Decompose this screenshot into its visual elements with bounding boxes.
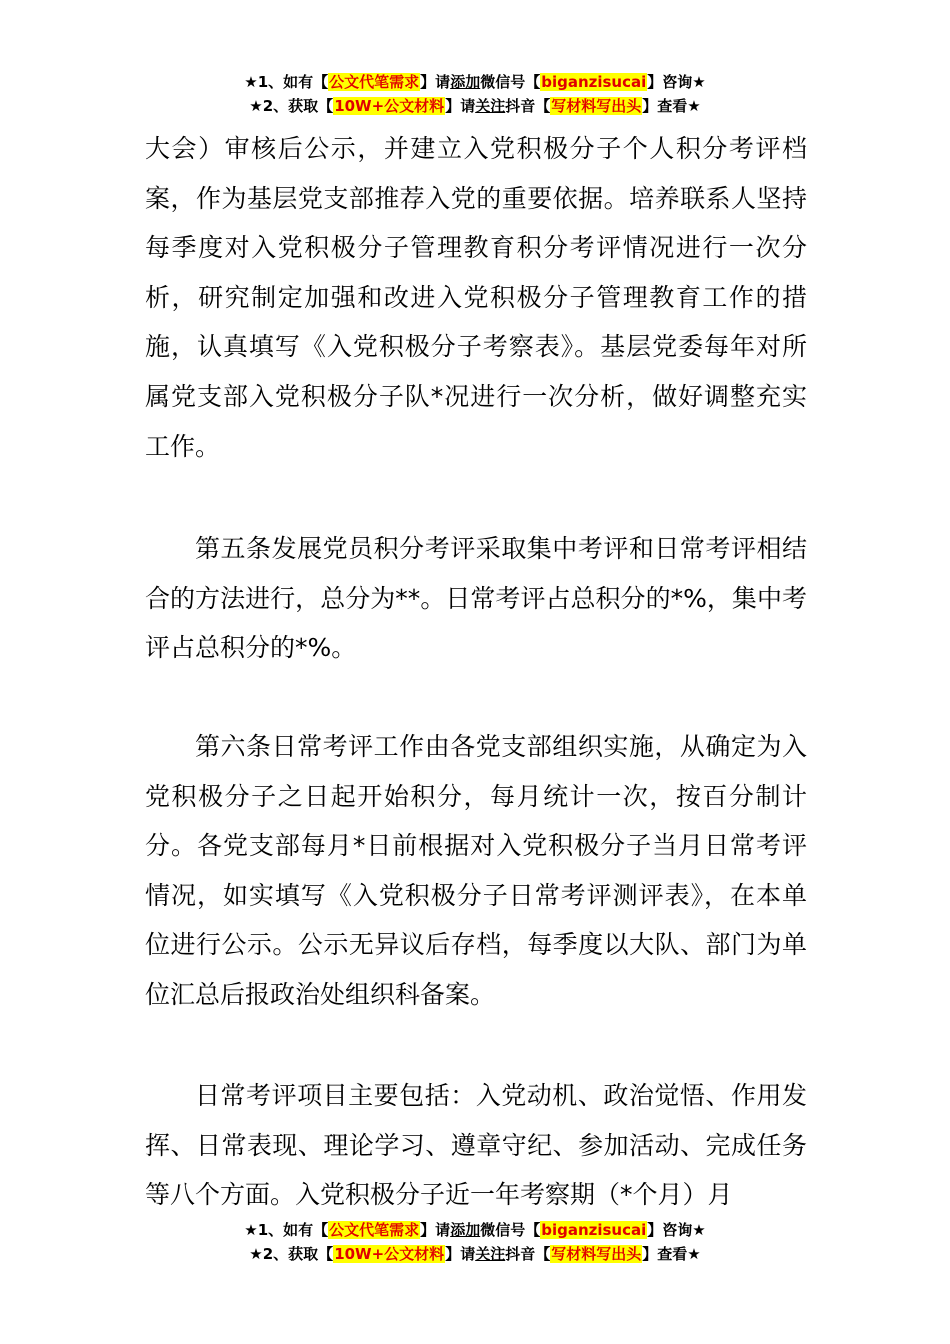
- banner-text: 】查看★: [642, 97, 701, 115]
- paragraph-daily-items: [145, 1071, 807, 1220]
- banner-line-2: [0, 1242, 950, 1266]
- banner-text: 抖音【: [505, 1245, 551, 1263]
- banner-line-1: [0, 70, 950, 94]
- banner-highlight: 公文代笔需求: [329, 1221, 420, 1239]
- header-banner: [0, 70, 950, 118]
- banner-text: 微信号【: [480, 1221, 541, 1239]
- paragraph-continuation: [145, 124, 807, 471]
- banner-text: 】查看★: [642, 1245, 701, 1263]
- banner-highlight: 10W+公文材料: [334, 1245, 445, 1263]
- banner-text: 】咨询★: [647, 1221, 706, 1239]
- banner-text: 】请: [445, 1245, 476, 1263]
- paragraph-text: 第六条日常考评工作由各党支部组织实施，从确定为入党积极分子之日起开始积分，每月统计一次，按百分制计分。各党支部每月*日前根据对入党积极分子当月日常考评情况，如实填写《入党积极分子日常考评测评表》，在本单位进行公示。公示无异议后存档，每季度以大队、部门为单位汇总后报政治处组织科备案。: [145, 732, 807, 1009]
- banner-highlight: biganzisucai: [541, 1221, 647, 1239]
- banner-highlight: 公文代笔需求: [329, 73, 420, 91]
- banner-text: 抖音【: [505, 97, 551, 115]
- banner-underline: 关注: [475, 1245, 506, 1263]
- banner-highlight: 写材料写出头: [551, 1245, 642, 1263]
- banner-underline: 关注: [475, 97, 506, 115]
- banner-highlight: biganzisucai: [541, 73, 647, 91]
- paragraph-text: 大会）审核后公示，并建立入党积极分子个人积分考评档案，作为基层党支部推荐入党的重要依据。培养联系人坚持每季度对入党积极分子管理教育积分考评情况进行一次分析，研究制定加强和改进入党积极分子管理教育工作的措施，认真填写《入党积极分子考察表》。基层党委每年对所属党支部入党积极分子队*况进行一次分析，做好调整充实工作。: [145, 134, 807, 461]
- paragraph-text: 日常考评项目主要包括：入党动机、政治觉悟、作用发挥、日常表现、理论学习、遵章守纪、参加活动、完成任务等八个方面。入党积极分子近一年考察期（*个月）月: [145, 1081, 807, 1210]
- footer-banner: [0, 1218, 950, 1266]
- banner-line-1: [0, 1218, 950, 1242]
- banner-text: ★2、获取【: [249, 1245, 334, 1263]
- banner-line-2: [0, 94, 950, 118]
- banner-highlight: 写材料写出头: [551, 97, 642, 115]
- banner-text: 微信号【: [480, 73, 541, 91]
- banner-text: 】请: [445, 97, 476, 115]
- banner-text: 】请: [420, 73, 451, 91]
- paragraph-article-5: [145, 524, 807, 673]
- banner-text: 】请: [420, 1221, 451, 1239]
- paragraph-article-6: [145, 722, 807, 1020]
- banner-underline: 添加: [450, 1221, 481, 1239]
- banner-underline: 添加: [450, 73, 481, 91]
- banner-highlight: 10W+公文材料: [334, 97, 445, 115]
- banner-text: 】咨询★: [647, 73, 706, 91]
- banner-text: ★1、如有【: [244, 1221, 329, 1239]
- banner-text: ★2、获取【: [249, 97, 334, 115]
- banner-text: ★1、如有【: [244, 73, 329, 91]
- paragraph-text: 第五条发展党员积分考评采取集中考评和日常考评相结合的方法进行，总分为**。日常考评占总积分的*%，集中考评占总积分的*%。: [145, 534, 807, 663]
